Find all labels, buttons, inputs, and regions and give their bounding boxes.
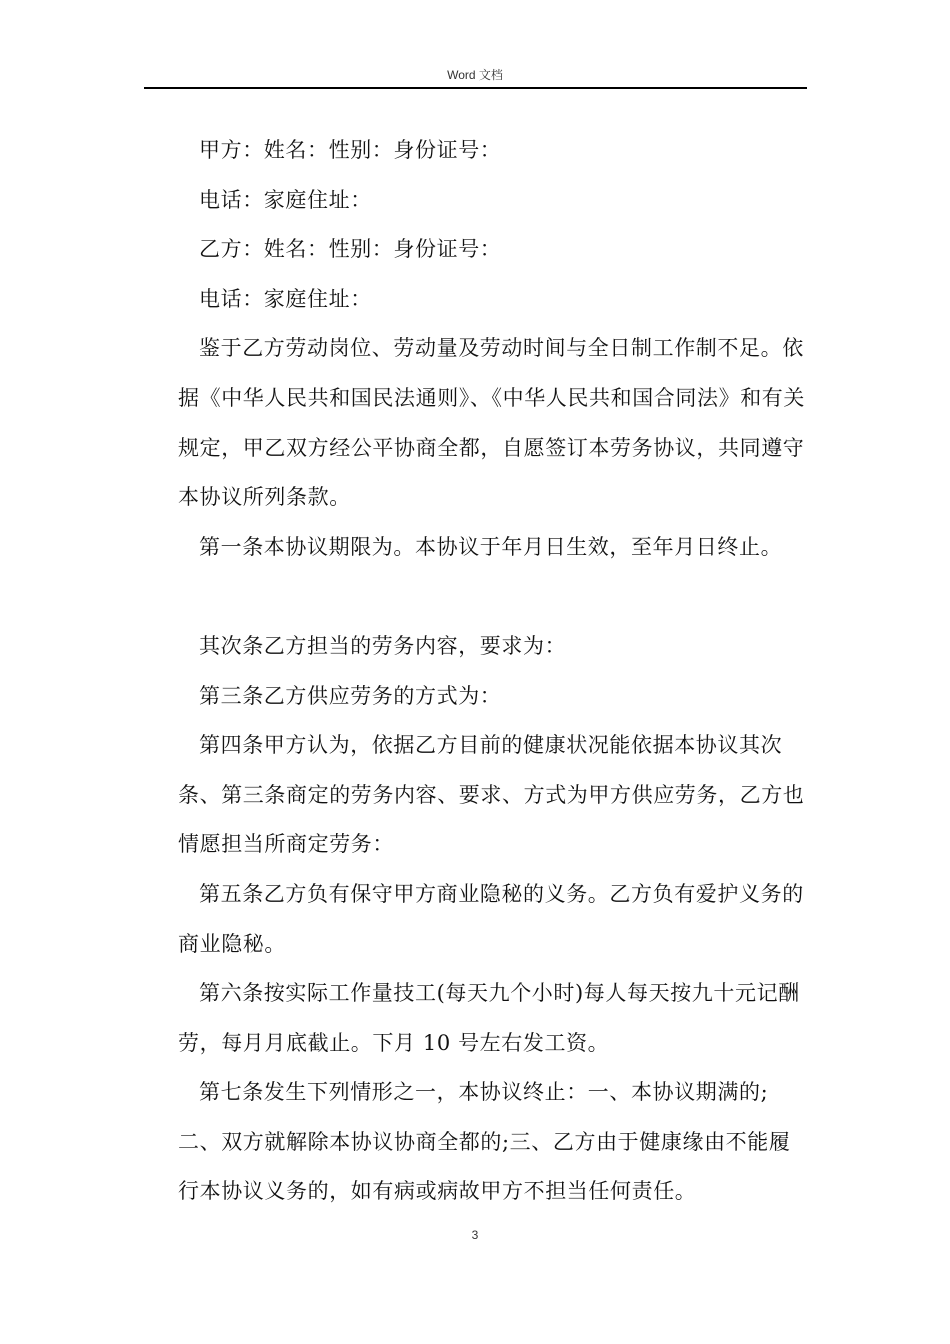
paragraph-article-2: 其次条乙方担当的劳务内容，要求为： [199,633,567,658]
blank-line [178,572,808,622]
page-header: Word 文档 [447,68,503,82]
document-body [178,126,808,1217]
paragraph-article-4: 第四条甲方认为，依据乙方目前的健康状况能依据本协议其次条、第三条商定的劳务内容、要求、方式为甲方供应劳务，乙方也情愿担当所商定劳务： [178,733,805,857]
paragraph-party-a-contact: 电话：家庭住址： [199,187,372,212]
header-divider [144,87,807,89]
paragraph-article-1: 第一条本协议期限为。本协议于年月日生效，至年月日终止。 [199,534,783,559]
paragraph-party-a-info: 甲方：姓名：性别：身份证号： [199,138,502,162]
paragraph-article-5: 第五条乙方负有保守甲方商业隐秘的义务。乙方负有爱护义务的商业隐秘。 [178,881,804,956]
paragraph-article-3: 第三条乙方供应劳务的方式为： [199,683,502,708]
paragraph-party-b-info: 乙方：姓名：性别：身份证号： [199,237,502,262]
paragraph-preamble: 鉴于乙方劳动岗位、劳动量及劳动时间与全日制工作制不足。依据《中华人民共和国民法通则》、《中华人民共和国合同法》和有关规定，甲乙双方经公平协商全都，自愿签订本劳务协议，共同遵守本协议所列条款。 [178,336,805,510]
page-number: 3 [471,1228,479,1242]
paragraph-article-6: 第六条按实际工作量技工(每天九个小时)每人每天按九十元记酬劳，每月月底截止。下月 10 号左右发工资。 [178,981,800,1055]
paragraph-article-7: 第七条发生下列情形之一，本协议终止：一、本协议期满的;二、双方就解除本协议协商全都的;三、乙方由于健康缘由不能履行本协议义务的，如有病或病故甲方不担当任何责任。 [178,1080,791,1204]
paragraph-party-b-contact: 电话：家庭住址： [199,286,372,311]
